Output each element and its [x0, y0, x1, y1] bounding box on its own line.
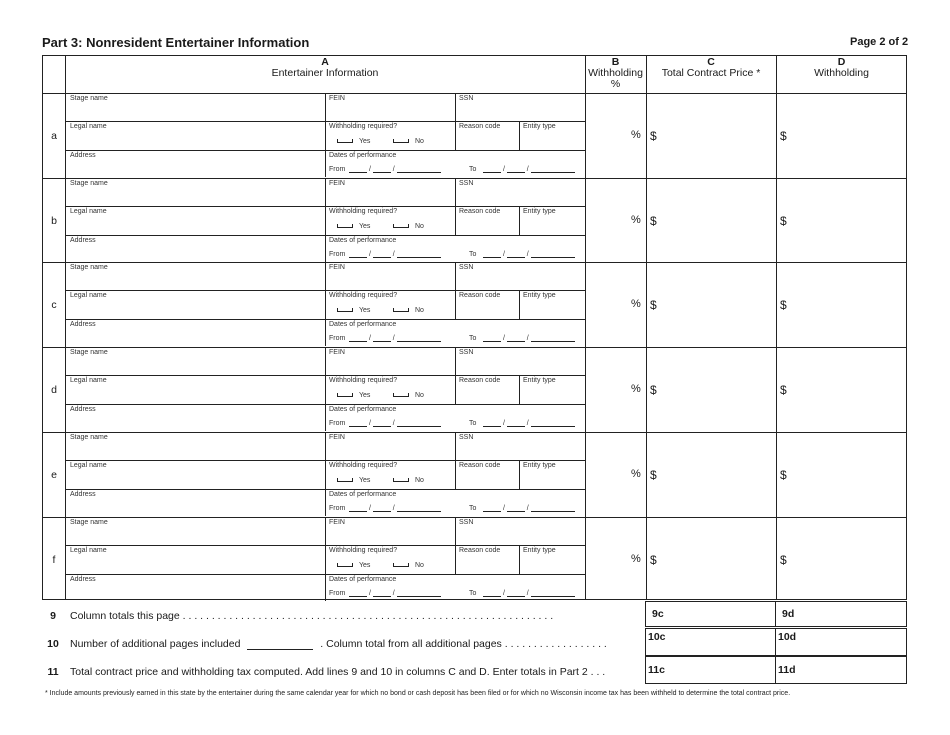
no-checkbox[interactable]	[393, 224, 409, 228]
yes-checkbox[interactable]	[337, 308, 353, 312]
stage-name-label: Stage name	[70, 95, 108, 102]
to-label: To	[469, 590, 477, 597]
dates-label: Dates of performance	[329, 406, 397, 413]
withholding-pct-field[interactable]: %	[631, 553, 641, 565]
col-d-letter: D	[837, 56, 846, 68]
ssn-label: SSN	[459, 519, 474, 526]
ssn-label: SSN	[459, 434, 474, 441]
total-10d-field[interactable]	[775, 628, 907, 656]
entity-type-label: Entity type	[523, 547, 556, 554]
additional-pages-input[interactable]	[247, 649, 313, 650]
to-date-field[interactable]: / /	[483, 420, 575, 427]
entity-type-label: Entity type	[523, 123, 556, 130]
legal-name-label: Legal name	[70, 377, 107, 384]
yes-label: Yes	[359, 307, 371, 314]
fein-label: FEIN	[329, 519, 345, 526]
col-b-header	[585, 57, 646, 90]
field-divider	[455, 517, 456, 574]
dates-label: Dates of performance	[329, 491, 397, 498]
col-b-unit: %	[610, 78, 621, 90]
field-divider	[455, 432, 456, 489]
dates-label: Dates of performance	[329, 576, 397, 583]
fein-label: FEIN	[329, 180, 345, 187]
field-divider	[325, 262, 326, 346]
no-checkbox[interactable]	[393, 393, 409, 397]
row-letter: c	[51, 299, 57, 311]
legal-name-label: Legal name	[70, 123, 107, 130]
field-divider	[519, 545, 520, 574]
entity-type-label: Entity type	[523, 208, 556, 215]
field-divider	[519, 375, 520, 404]
total-11c-label: 11c	[648, 664, 665, 676]
no-label: No	[415, 138, 424, 145]
dates-label: Dates of performance	[329, 237, 397, 244]
yes-label: Yes	[359, 392, 371, 399]
ssn-label: SSN	[459, 95, 474, 102]
stage-name-label: Stage name	[70, 434, 108, 441]
yes-checkbox[interactable]	[337, 393, 353, 397]
legal-name-label: Legal name	[70, 462, 107, 469]
footnote: * Include amounts previously earned in this state by the entertainer during the same calendar year for which no bond or cash deposit has been filed or for which no Wisconsin income tax has been withheld to determine the total contract price.	[45, 690, 791, 697]
to-label: To	[469, 420, 477, 427]
address-label: Address	[70, 576, 96, 583]
address-label: Address	[70, 237, 96, 244]
field-divider	[325, 347, 326, 431]
legal-name-label: Legal name	[70, 208, 107, 215]
yes-checkbox[interactable]	[337, 139, 353, 143]
col-d-header	[776, 57, 907, 79]
to-date-field[interactable]: / /	[483, 505, 575, 512]
to-date-field[interactable]: / /	[483, 335, 575, 342]
withholding-required-label: Withholding required?	[329, 547, 398, 554]
line-11-number: 11	[47, 666, 59, 678]
from-date-field[interactable]: / /	[349, 420, 441, 427]
reason-code-label: Reason code	[459, 377, 501, 384]
from-date-field[interactable]: / /	[349, 166, 441, 173]
contract-price-field[interactable]: $	[650, 468, 657, 482]
field-divider	[455, 178, 456, 235]
from-label: From	[329, 420, 346, 427]
no-checkbox[interactable]	[393, 478, 409, 482]
from-date-field[interactable]: / /	[349, 505, 441, 512]
row-letter: e	[51, 469, 57, 481]
col-b-label: Withholding	[588, 67, 643, 79]
line-10-text-b: . Column total from all additional pages . . . . . . . . . . . . . . . . . .	[320, 638, 607, 650]
reason-code-label: Reason code	[459, 547, 501, 554]
total-11d-field[interactable]	[775, 656, 907, 684]
row-letter: a	[51, 130, 57, 142]
reason-code-label: Reason code	[459, 292, 501, 299]
dates-label: Dates of performance	[329, 321, 397, 328]
yes-label: Yes	[359, 477, 371, 484]
ssn-label: SSN	[459, 264, 474, 271]
address-label: Address	[70, 491, 96, 498]
from-date-field[interactable]: / /	[349, 335, 441, 342]
row-divider	[43, 432, 906, 433]
withholding-amount-field[interactable]: $	[780, 298, 787, 312]
yes-checkbox[interactable]	[337, 563, 353, 567]
address-label: Address	[70, 152, 96, 159]
line-9-number: 9	[50, 610, 56, 622]
legal-name-label: Legal name	[70, 292, 107, 299]
withholding-amount-field[interactable]: $	[780, 129, 787, 143]
no-checkbox[interactable]	[393, 139, 409, 143]
withholding-required-label: Withholding required?	[329, 377, 398, 384]
line-10-text-a: Number of additional pages included	[70, 638, 241, 650]
yes-label: Yes	[359, 562, 371, 569]
line-10-text	[70, 638, 607, 650]
row-divider	[43, 93, 906, 94]
address-label: Address	[70, 406, 96, 413]
line-9-text: Column totals this page . . . . . . . . . . . . . . . . . . . . . . . . . . . . . . . . . . . . . . . . . . . . . . . . . . . . . . . . . . . . . . . .	[70, 610, 554, 622]
field-divider	[325, 517, 326, 601]
line-10-number: 10	[47, 638, 59, 650]
ssn-label: SSN	[459, 349, 474, 356]
field-divider	[519, 121, 520, 150]
fein-label: FEIN	[329, 264, 345, 271]
withholding-required-label: Withholding required?	[329, 292, 398, 299]
page-number: Page 2 of 2	[850, 36, 909, 48]
col-b-letter: B	[611, 56, 620, 68]
withholding-required-label: Withholding required?	[329, 208, 398, 215]
contract-price-field[interactable]: $	[650, 298, 657, 312]
part-title: Part 3: Nonresident Entertainer Information	[42, 35, 310, 50]
withholding-pct-field[interactable]: %	[631, 214, 641, 226]
no-checkbox[interactable]	[393, 563, 409, 567]
reason-code-label: Reason code	[459, 123, 501, 130]
withholding-amount-field[interactable]: $	[780, 553, 787, 567]
field-divider	[325, 178, 326, 262]
col-a-letter: A	[321, 56, 329, 68]
field-divider	[519, 290, 520, 319]
withholding-amount-field[interactable]: $	[780, 214, 787, 228]
no-label: No	[415, 307, 424, 314]
from-date-field[interactable]: / /	[349, 590, 441, 597]
entity-type-label: Entity type	[523, 292, 556, 299]
fein-label: FEIN	[329, 349, 345, 356]
yes-checkbox[interactable]	[337, 224, 353, 228]
from-label: From	[329, 166, 346, 173]
entertainer-table	[42, 55, 907, 600]
total-10c-field[interactable]	[645, 628, 776, 656]
no-label: No	[415, 477, 424, 484]
col-c-header	[646, 57, 776, 79]
withholding-pct-field[interactable]: %	[631, 129, 641, 141]
from-label: From	[329, 335, 346, 342]
total-9c-field[interactable]	[645, 601, 776, 627]
no-label: No	[415, 392, 424, 399]
yes-label: Yes	[359, 138, 371, 145]
row-divider	[43, 262, 906, 263]
field-divider	[519, 206, 520, 235]
row-letter: f	[52, 554, 56, 566]
field-divider	[519, 460, 520, 489]
contract-price-field[interactable]: $	[650, 214, 657, 228]
line-11-text: Total contract price and withholding tax computed. Add lines 9 and 10 in columns C and D. Enter totals in Part 2 . . .	[70, 666, 606, 678]
to-date-field[interactable]: / /	[483, 251, 575, 258]
contract-price-field[interactable]: $	[650, 129, 657, 143]
row-divider	[43, 517, 906, 518]
col-d-label: Withholding	[814, 67, 869, 79]
withholding-amount-field[interactable]: $	[780, 383, 787, 397]
total-11c-field[interactable]	[645, 656, 776, 684]
total-10c-label: 10c	[648, 631, 666, 643]
ssn-label: SSN	[459, 180, 474, 187]
field-divider	[455, 347, 456, 404]
contract-price-field[interactable]: $	[650, 553, 657, 567]
field-divider	[455, 93, 456, 150]
to-label: To	[469, 335, 477, 342]
total-9c-label: 9c	[652, 608, 664, 620]
yes-checkbox[interactable]	[337, 478, 353, 482]
total-9d-field[interactable]	[775, 601, 907, 627]
withholding-required-label: Withholding required?	[329, 462, 398, 469]
field-divider	[455, 262, 456, 319]
withholding-amount-field[interactable]: $	[780, 468, 787, 482]
col-a-label: Entertainer Information	[271, 67, 379, 79]
field-divider	[325, 93, 326, 177]
from-date-field[interactable]: / /	[349, 251, 441, 258]
stage-name-label: Stage name	[70, 264, 108, 271]
to-label: To	[469, 251, 477, 258]
no-label: No	[415, 562, 424, 569]
fein-label: FEIN	[329, 434, 345, 441]
row-letter: d	[51, 384, 57, 396]
total-11d-label: 11d	[778, 664, 796, 676]
fein-label: FEIN	[329, 95, 345, 102]
withholding-pct-field[interactable]: %	[631, 298, 641, 310]
row-letter: b	[51, 215, 57, 227]
from-label: From	[329, 505, 346, 512]
field-divider	[325, 432, 326, 516]
yes-label: Yes	[359, 223, 371, 230]
no-label: No	[415, 223, 424, 230]
no-checkbox[interactable]	[393, 308, 409, 312]
to-date-field[interactable]: / /	[483, 590, 575, 597]
withholding-pct-field[interactable]: %	[631, 383, 641, 395]
withholding-required-label: Withholding required?	[329, 123, 398, 130]
address-label: Address	[70, 321, 96, 328]
legal-name-label: Legal name	[70, 547, 107, 554]
stage-name-label: Stage name	[70, 519, 108, 526]
total-9d-label: 9d	[782, 608, 795, 620]
stage-name-label: Stage name	[70, 180, 108, 187]
contract-price-field[interactable]: $	[650, 383, 657, 397]
col-c-letter: C	[707, 56, 715, 68]
reason-code-label: Reason code	[459, 462, 501, 469]
to-label: To	[469, 505, 477, 512]
from-label: From	[329, 590, 346, 597]
col-c-label: Total Contract Price *	[661, 67, 761, 79]
total-10d-label: 10d	[778, 631, 797, 643]
dates-label: Dates of performance	[329, 152, 397, 159]
reason-code-label: Reason code	[459, 208, 501, 215]
stage-name-label: Stage name	[70, 349, 108, 356]
to-date-field[interactable]: / /	[483, 166, 575, 173]
row-divider	[43, 347, 906, 348]
col-a-header	[65, 57, 585, 79]
entity-type-label: Entity type	[523, 377, 556, 384]
from-label: From	[329, 251, 346, 258]
withholding-pct-field[interactable]: %	[631, 468, 641, 480]
to-label: To	[469, 166, 477, 173]
entity-type-label: Entity type	[523, 462, 556, 469]
row-divider	[43, 178, 906, 179]
